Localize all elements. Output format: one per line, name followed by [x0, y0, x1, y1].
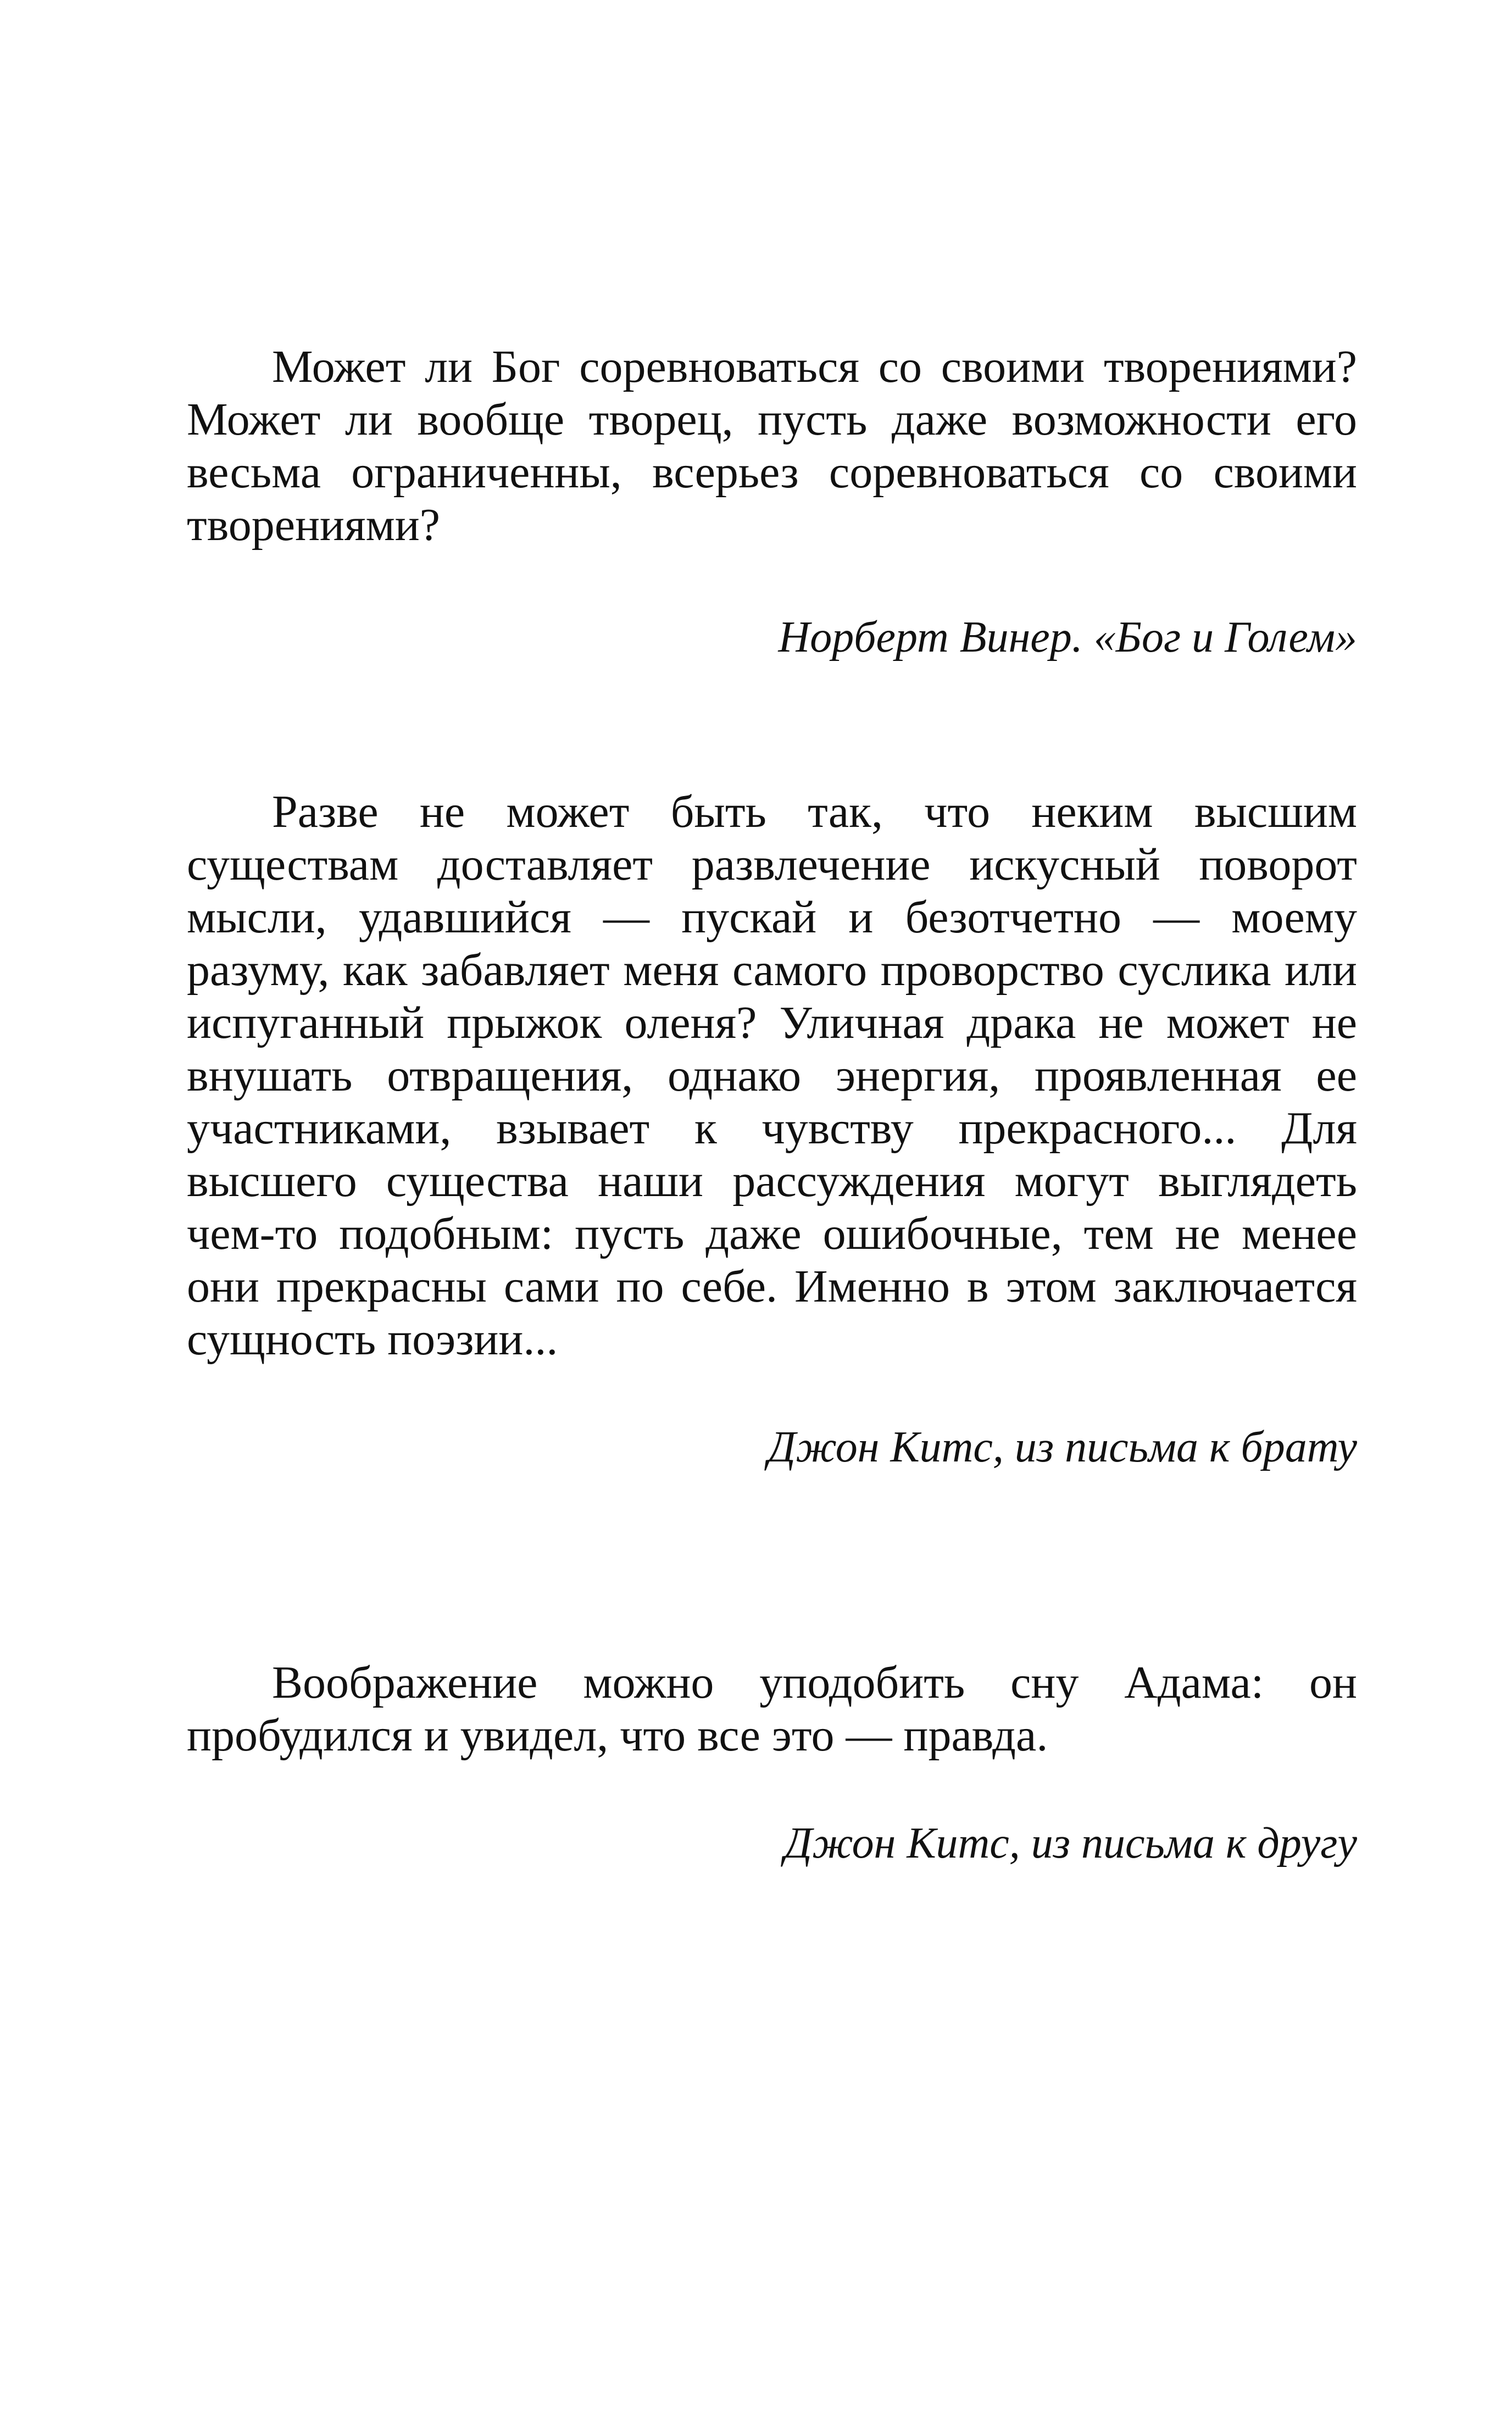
epigraph-quote: Может ли Бог соревноваться со своими творениями? Может ли вообще творец, пусть даже возможности его весьма ограниченны, всерьез соревноваться со своими творениями? [187, 341, 1357, 551]
epigraph-quote: Воображение можно уподобить сну Адама: он пробудился и увидел, что все это — правда. [187, 1657, 1357, 1761]
epigraph [187, 1657, 1357, 1870]
epigraph [187, 786, 1357, 1474]
epigraph [187, 341, 1357, 664]
epigraph-quote: Разве не может быть так, что неким высшим существам доставляет развлечение искусный поворот мысли, удавшийся — пускай и безотчетно — моему разуму, как забавляет меня самого проворство суслика или испуганный прыжок оленя? Уличная драка не может не внушать отвращения, однако энергия, проявленная ее участниками, взывает к чувству прекрасного... Для высшего существа наши рассуждения могут выглядеть чем-то подобным: пусть даже ошибочные, тем не менее они прекрасны сами по себе. Именно в этом заключается сущность поэзии... [187, 786, 1357, 1365]
epigraph-attribution: Джон Китс, из письма к другу [784, 1819, 1357, 1867]
epigraph-attribution: Джон Китс, из письма к брату [768, 1423, 1357, 1471]
epigraph-attribution: Норберт Винер. «Бог и Голем» [778, 613, 1357, 662]
